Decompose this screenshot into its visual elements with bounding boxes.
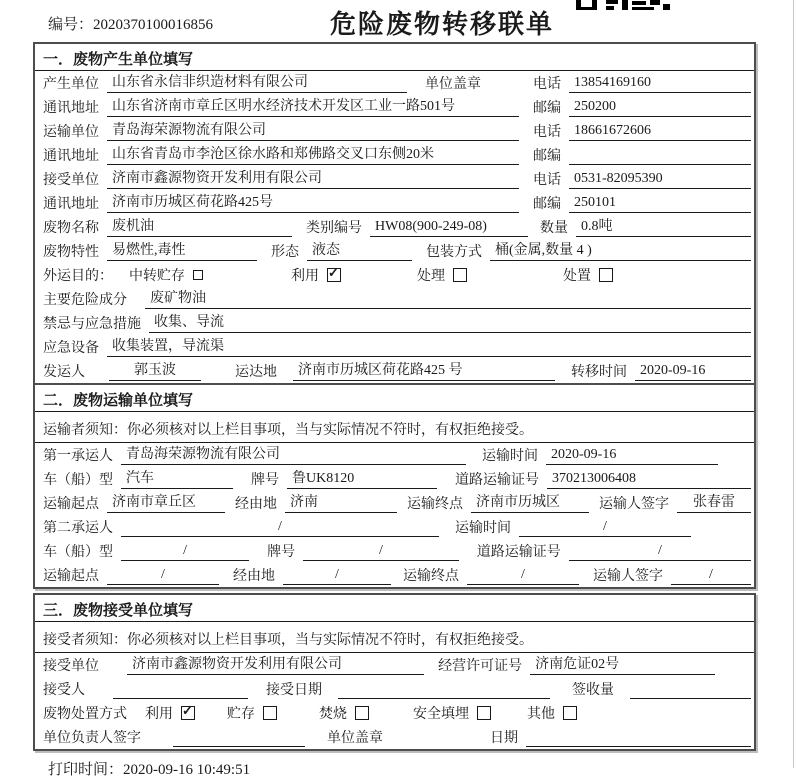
field-value: / (107, 567, 219, 585)
field-value: 13854169160 (569, 75, 751, 93)
field-value: 青岛海荣源物流有限公司 (121, 443, 466, 465)
section-transporter (33, 383, 756, 589)
field-label: 邮编 (533, 101, 561, 116)
field-value: / (467, 567, 579, 585)
field-value: / (121, 519, 439, 537)
field-label: 接受单位 (43, 173, 99, 188)
form-row-responsible-signature (35, 725, 754, 749)
field-label: 日期 (490, 731, 518, 746)
field-label: 运输起点 (43, 497, 99, 512)
qr-code-fragment-icon (576, 0, 670, 10)
form-row-transport-route (35, 491, 754, 515)
field-label: 邮编 (533, 149, 561, 164)
field-value: 汽车 (121, 467, 233, 489)
field-value: 废矿物油 (145, 287, 751, 309)
field-value: 济南市历城区荷花路425 号 (293, 359, 555, 381)
option-label: 利用 (291, 269, 319, 284)
form-row-producer-unit (35, 71, 754, 95)
field-label: 废物名称 (43, 221, 99, 236)
field-value: 青岛海荣源物流有限公司 (107, 119, 519, 141)
field-value: 桶(金属,数量 4 ) (490, 239, 751, 261)
field-label: 禁忌与应急措施 (43, 317, 141, 332)
field-label: 电话 (533, 125, 561, 140)
field-value: / (569, 543, 751, 561)
field-value: 济南 (285, 491, 397, 513)
field-label: 第一承运人 (43, 449, 113, 464)
form-row-waste-characteristics (35, 239, 754, 263)
field-value: 液态 (307, 239, 412, 261)
utilize-checkbox-icon (181, 706, 195, 720)
field-value-blank (113, 682, 248, 699)
field-value: 废机油 (107, 215, 292, 237)
field-label: 牌号 (251, 473, 279, 488)
option-label: 其他 (527, 707, 555, 722)
field-label: 车（船）型 (43, 545, 113, 560)
field-value-blank (569, 148, 751, 165)
field-label: 接受单位 (43, 659, 99, 674)
form-row-vehicle-type (35, 467, 754, 491)
field-value: / (303, 543, 459, 561)
treat-checkbox-icon (453, 268, 467, 282)
print-time (48, 758, 796, 779)
option-label: 焚烧 (319, 707, 347, 722)
option-treat (417, 265, 467, 285)
option-label: 处理 (417, 269, 445, 284)
field-label: 类别编号 (306, 221, 362, 236)
field-value: 山东省永信非织造材料有限公司 (107, 71, 407, 93)
field-label: 接受日期 (266, 683, 322, 698)
field-label: 废物处置方式 (43, 707, 127, 722)
field-value: HW08(900-249-08) (370, 219, 528, 237)
section2-heading: 二．废物运输单位填写 (35, 385, 754, 412)
field-value: 济南市历城区荷花路425号 (107, 191, 519, 213)
field-value: 0531-82095390 (569, 171, 751, 189)
section1-heading: 一．废物产生单位填写 (35, 44, 754, 71)
field-label: 经营许可证号 (438, 659, 523, 674)
field-value: 0.8吨 (576, 215, 751, 237)
incinerate-checkbox-icon (355, 706, 369, 720)
field-label: 接受人 (43, 683, 85, 698)
option-utilize (291, 265, 341, 285)
field-label: 电话 (533, 77, 561, 92)
option-label: 中转贮存 (129, 269, 185, 284)
field-label: 运输起点 (43, 569, 99, 584)
form-row-vehicle-type-2 (35, 539, 754, 563)
field-label: 邮编 (533, 197, 561, 212)
unit-seal-label: 单位盖章 (425, 77, 481, 92)
form-row-emergency-measures (35, 311, 754, 335)
field-value: 济南危证02号 (530, 653, 715, 675)
field-label: 包装方式 (426, 245, 482, 260)
page-title: 危险废物转移联单 (330, 10, 555, 39)
option-label: 贮存 (227, 707, 255, 722)
form-row-hazardous-components (35, 287, 754, 311)
section-producer (33, 42, 756, 385)
form-row-receiving-unit (35, 653, 754, 677)
section3-heading: 三．废物接受单位填写 (35, 595, 754, 622)
field-value: 郭玉波 (109, 359, 201, 381)
option-other (527, 703, 577, 723)
field-label: 通讯地址 (43, 197, 99, 212)
form-row-transporter-unit (35, 119, 754, 143)
field-label: 运输人签字 (599, 497, 669, 512)
document-header (0, 0, 796, 42)
option-utilize (145, 703, 195, 723)
field-label: 牌号 (267, 545, 296, 560)
field-value: 济南市章丘区 (107, 491, 225, 513)
serial-value: 2020370100016856 (93, 17, 214, 33)
field-value-blank (173, 730, 305, 747)
field-label: 车（船）型 (43, 473, 113, 488)
field-label: 应急设备 (43, 341, 99, 356)
field-value-blank (338, 682, 550, 699)
option-incinerate (319, 703, 369, 723)
field-value: / (671, 567, 751, 585)
form-row-shipper (35, 359, 754, 383)
field-label: 产生单位 (43, 77, 99, 92)
serial-label: 编号： (48, 17, 94, 33)
form-row-receiver-address (35, 191, 754, 215)
field-value: / (519, 519, 691, 537)
print-time-label: 打印时间： (48, 762, 124, 778)
field-value: 250200 (569, 99, 751, 117)
option-landfill (413, 703, 491, 723)
field-label: 发运人 (43, 365, 85, 380)
field-value: 收集装置，导流渠 (107, 335, 751, 357)
field-label: 运输终点 (403, 569, 459, 584)
form-row-waste-name (35, 215, 754, 239)
field-value: / (283, 567, 391, 585)
store-checkbox-icon (263, 706, 277, 720)
serial-number (48, 13, 213, 34)
field-label: 运输时间 (455, 521, 511, 536)
form-row-transport-route-2 (35, 563, 754, 587)
form-row-emergency-equipment (35, 335, 754, 359)
utilize-checkbox-icon (327, 268, 341, 282)
field-label: 转移时间 (571, 365, 627, 380)
field-label: 经由地 (233, 569, 275, 584)
field-value: 山东省济南市章丘区明水经济技术开发区工业一路501号 (107, 95, 519, 117)
field-value: 易燃性,毒性 (107, 239, 257, 261)
print-time-value: 2020-09-16 10:49:51 (123, 762, 251, 778)
field-label: 数量 (540, 221, 568, 236)
field-label: 运输时间 (482, 449, 538, 464)
option-store (227, 703, 277, 723)
form-row-disposal-method (35, 701, 754, 725)
page-edge-divider (793, 0, 794, 768)
field-value: 山东省青岛市李沧区徐水路和郑佛路交叉口东侧20米 (107, 143, 519, 165)
field-label: 经由地 (235, 497, 277, 512)
form-row-receiver-unit (35, 167, 754, 191)
form-row-transfer-purpose (35, 263, 754, 287)
transit-storage-checkbox-icon (193, 270, 203, 280)
field-value: 2020-09-16 (546, 447, 718, 465)
field-label: 通讯地址 (43, 149, 99, 164)
section-receiver (33, 593, 756, 751)
field-value-blank (526, 730, 751, 747)
form-row-second-carrier (35, 515, 754, 539)
landfill-checkbox-icon (477, 706, 491, 720)
field-value: / (121, 543, 249, 561)
transporter-notice: 运输者须知：你必须核对以上栏目事项，当与实际情况不符时，有权拒绝接受。 (35, 412, 754, 443)
field-value: 2020-09-16 (635, 363, 751, 381)
option-label: 安全填埋 (413, 707, 469, 722)
field-label: 废物特性 (43, 245, 99, 260)
field-label: 主要危险成分 (43, 293, 127, 308)
field-label: 道路运输证号 (455, 473, 539, 488)
field-value: 18661672606 (569, 123, 751, 141)
field-value: 鲁UK8120 (287, 467, 437, 489)
field-value: 收集、导流 (149, 311, 751, 333)
other-checkbox-icon (563, 706, 577, 720)
form-row-transporter-address (35, 143, 754, 167)
field-label: 运输单位 (43, 125, 99, 140)
field-label: 运输终点 (407, 497, 463, 512)
field-label: 签收量 (572, 683, 614, 698)
field-label: 电话 (533, 173, 561, 188)
field-value: 张春雷 (677, 491, 751, 513)
field-value: 济南市历城区 (471, 491, 589, 513)
field-value-blank (630, 682, 751, 699)
form-row-producer-address (35, 95, 754, 119)
field-value: 250101 (569, 195, 751, 213)
field-label: 运输人签字 (593, 569, 663, 584)
option-dispose (563, 265, 613, 285)
field-label: 道路运输证号 (476, 545, 561, 560)
option-label: 处置 (563, 269, 591, 284)
field-label: 运达地 (235, 365, 277, 380)
form-row-first-carrier (35, 443, 754, 467)
field-label: 形态 (271, 245, 299, 260)
field-value: 济南市鑫源物资开发利用有限公司 (127, 653, 424, 675)
dispose-checkbox-icon (599, 268, 613, 282)
option-transit-storage (129, 265, 203, 285)
field-label: 第二承运人 (43, 521, 113, 536)
form-row-receiver-person (35, 677, 754, 701)
field-value: 济南市鑫源物资开发利用有限公司 (107, 167, 519, 189)
option-label: 利用 (145, 707, 173, 722)
receiver-notice: 接受者须知：你必须核对以上栏目事项，当与实际情况不符时，有权拒绝接受。 (35, 622, 754, 653)
field-label: 外运目的： (43, 269, 113, 284)
field-value: 370213006408 (547, 471, 751, 489)
manifest-form (33, 42, 756, 751)
unit-seal-label: 单位盖章 (327, 731, 383, 746)
field-label: 通讯地址 (43, 101, 99, 116)
field-label: 单位负责人签字 (43, 731, 141, 746)
